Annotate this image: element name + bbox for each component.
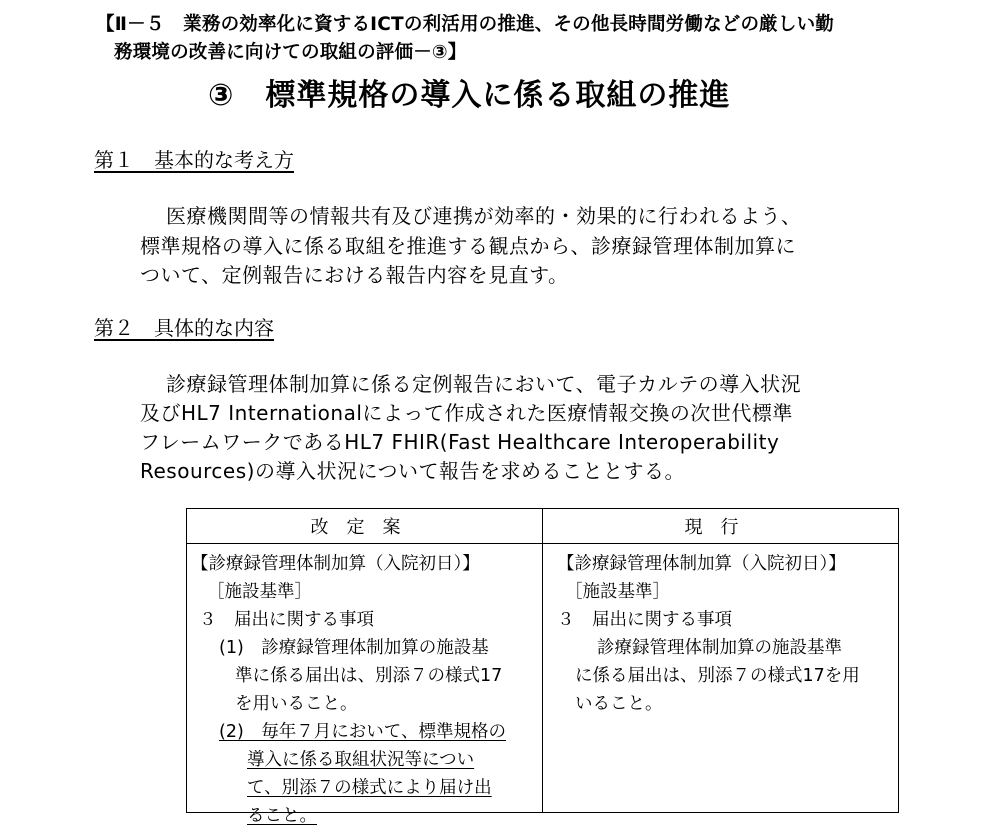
- current-line: いること。: [575, 694, 663, 714]
- revised-line: (1) 診療録管理体制加算の施設基: [219, 638, 489, 658]
- current-line: ３ 届出に関する事項: [557, 610, 732, 630]
- page-title: ③ 標準規格の導入に係る取組の推進: [208, 78, 731, 113]
- revised-line: ［施設基準］: [207, 582, 312, 602]
- revised-line-underlined: ること。: [247, 806, 317, 826]
- header-line-2: 務環境の改善に向けての取組の評価－③】: [114, 42, 467, 63]
- section-1-line: 医療機関間等の情報共有及び連携が効率的・効果的に行われるよう、: [166, 204, 802, 228]
- current-line: 【診療録管理体制加算（入院初日）】: [557, 554, 846, 574]
- revised-line: 【診療録管理体制加算（入院初日）】: [191, 554, 480, 574]
- header-line-1: 【Ⅱ－５ 業務の効率化に資するICTの利活用の推進、その他長時間労働などの厳しい勤: [96, 14, 834, 35]
- section-1-line: ついて、定例報告における報告内容を見直す。: [140, 263, 569, 287]
- revised-line: 準に係る届出は、別添７の様式17: [235, 666, 503, 686]
- current-line: 診療録管理体制加算の施設基準: [597, 638, 842, 658]
- current-line: ［施設基準］: [565, 582, 670, 602]
- current-cell: [543, 544, 899, 813]
- current-line: に係る届出は、別添７の様式17を用: [575, 666, 860, 686]
- header-current: 現行: [543, 509, 899, 544]
- section-2-line: 診療録管理体制加算に係る定例報告において、電子カルテの導入状況: [166, 372, 802, 396]
- revised-cell: [187, 544, 543, 826]
- section-2-line: Resources)の導入状況について報告を求めることとする。: [140, 459, 686, 483]
- table-row: [187, 544, 899, 813]
- section-1-line: 標準規格の導入に係る取組を推進する観点から、診療録管理体制加算に: [140, 234, 796, 258]
- revised-line-underlined: (2) 毎年７月において、標準規格の: [219, 722, 506, 742]
- revised-line-underlined: て、別添７の様式により届け出: [247, 778, 492, 798]
- section-2-heading: 第２ 具体的な内容: [94, 316, 274, 340]
- header-revised: 改定案: [187, 509, 543, 544]
- revised-line: を用いること。: [235, 694, 358, 714]
- revised-line: ３ 届出に関する事項: [199, 610, 374, 630]
- table-header-row: [187, 509, 899, 544]
- section-2-line: 及びHL7 Internationalによって作成された医療情報交換の次世代標準: [140, 401, 793, 425]
- section-1-heading: 第１ 基本的な考え方: [94, 148, 294, 172]
- comparison-table: [186, 508, 899, 826]
- section-2-line: フレームワークであるHL7 FHIR(Fast Healthcare Interoperability: [140, 430, 780, 454]
- revised-line-underlined: 導入に係る取組状況等につい: [247, 750, 475, 770]
